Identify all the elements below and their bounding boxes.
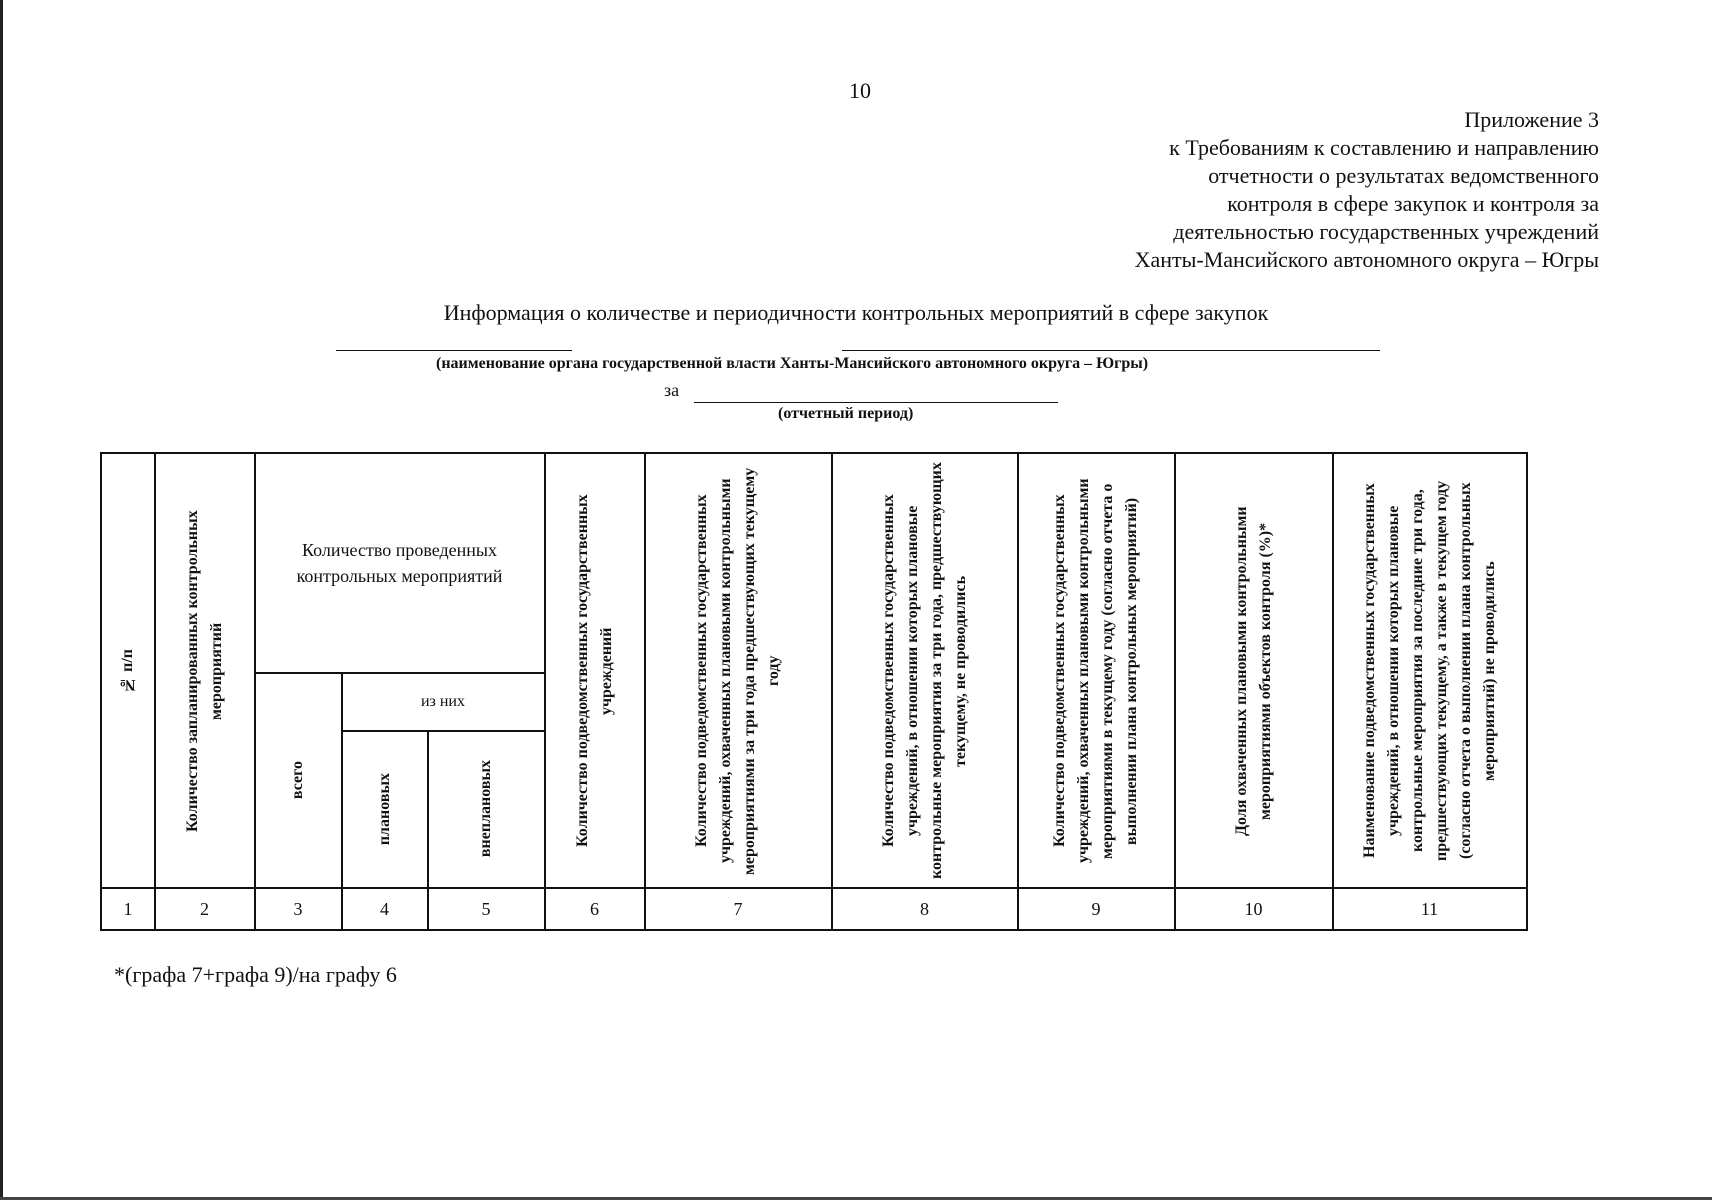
header-text-6: Количество подведомственных государственных учреждений: [573, 494, 615, 847]
document-title: Информация о количестве и периодичности контрольных мероприятий в сфере закупок: [443, 300, 1269, 325]
header-cell-1: [102, 454, 154, 887]
authority-caption: (наименование органа государственной власти Ханты-Мансийского автономного округа – Югры): [436, 355, 1149, 372]
header-text-9: Количество подведомственных государственных учреждений, охваченных плановыми контрольными мероприятиями в текущему году (согласно отчета о выполнении плана контрольных мероприятий): [1051, 478, 1140, 863]
column-number: 4: [380, 898, 389, 919]
authority-blank-line-right: [842, 350, 1380, 351]
column-number: 7: [733, 898, 743, 919]
control-measures-table: [100, 452, 1528, 931]
appendix-line: деятельностью государственных учреждений: [1173, 219, 1599, 244]
column-number: 6: [590, 898, 599, 919]
header-cell-11: [1333, 454, 1526, 887]
period-blank-line: [694, 402, 1058, 403]
header-cell-7: [645, 454, 831, 887]
header-cell-4: [342, 731, 427, 887]
column-number: 11: [1420, 898, 1439, 919]
header-cell-9: [1018, 454, 1174, 887]
column-number: 10: [1244, 898, 1263, 919]
table-border-bottom: [100, 929, 1528, 931]
header-text-7: Количество подведомственных государственных учреждений, охваченных плановыми контрольными мероприятиями за три года предшествующих текущему году: [693, 466, 782, 875]
header-group-of-them: [342, 673, 544, 730]
header-text-2: Количество запланированных контрольных мероприятий: [183, 509, 225, 832]
column-number: 2: [200, 898, 209, 919]
appendix-line: Ханты-Мансийского автономного округа – Югры: [1134, 247, 1599, 272]
column-number: 8: [920, 898, 929, 919]
header-text-11: Наименование подведомственных государственных учреждений, в отношении которых плановые контрольные мероприятия за последние три года, предшествующих текущему, а также в текущем году (согласно отчета о выполнении плана контрольных мероприятий) не проводились: [1360, 480, 1498, 861]
header-cell-5: [428, 731, 544, 887]
period-caption: (отчетный период): [778, 405, 914, 422]
appendix-line: отчетности о результатах ведомственного: [1208, 163, 1599, 188]
appendix-line: Приложение 3: [1464, 107, 1599, 132]
column-number: 1: [123, 898, 133, 919]
header-text-4: плановых: [375, 772, 393, 846]
period-prefix: за: [664, 380, 680, 400]
column-number: 9: [1091, 898, 1101, 919]
header-cell-3: [255, 673, 341, 887]
table-border-right: [1526, 452, 1528, 931]
header-text-1: № п/п: [119, 648, 136, 693]
column-number: 5: [481, 898, 491, 919]
header-text-3: всего: [289, 760, 306, 800]
header-text-5: внеплановых: [477, 760, 494, 858]
footnote: *(графа 7+графа 9)/на графу 6: [114, 962, 397, 987]
page-number: 10: [849, 78, 871, 103]
header-cell-2: [155, 454, 254, 887]
header-group-conducted: [255, 454, 544, 672]
header-text-10: Доля охваченных плановыми контрольными мероприятиями объектов контроля (%)*: [1232, 505, 1274, 836]
authority-blank-line-left: [336, 350, 572, 351]
scan-left-border: [0, 0, 3, 1200]
header-group-conducted-text: Количество проведенных контрольных мероприятий: [296, 540, 503, 586]
header-group-of-them-text: из них: [420, 692, 465, 710]
header-cell-10: [1175, 454, 1332, 887]
column-number: 3: [293, 898, 303, 919]
header-cell-6: [545, 454, 644, 887]
appendix-line: к Требованиям к составлению и направлению: [1169, 135, 1599, 160]
header-text-8: Количество подведомственных государственных учреждений, в отношении которых плановые контрольные мероприятия за три года, предшествующих текущему, не проводились: [879, 462, 969, 879]
appendix-reference: [1135, 106, 1599, 274]
appendix-line: контроля в сфере закупок и контроля за: [1227, 191, 1599, 216]
header-cell-8: [832, 454, 1017, 887]
